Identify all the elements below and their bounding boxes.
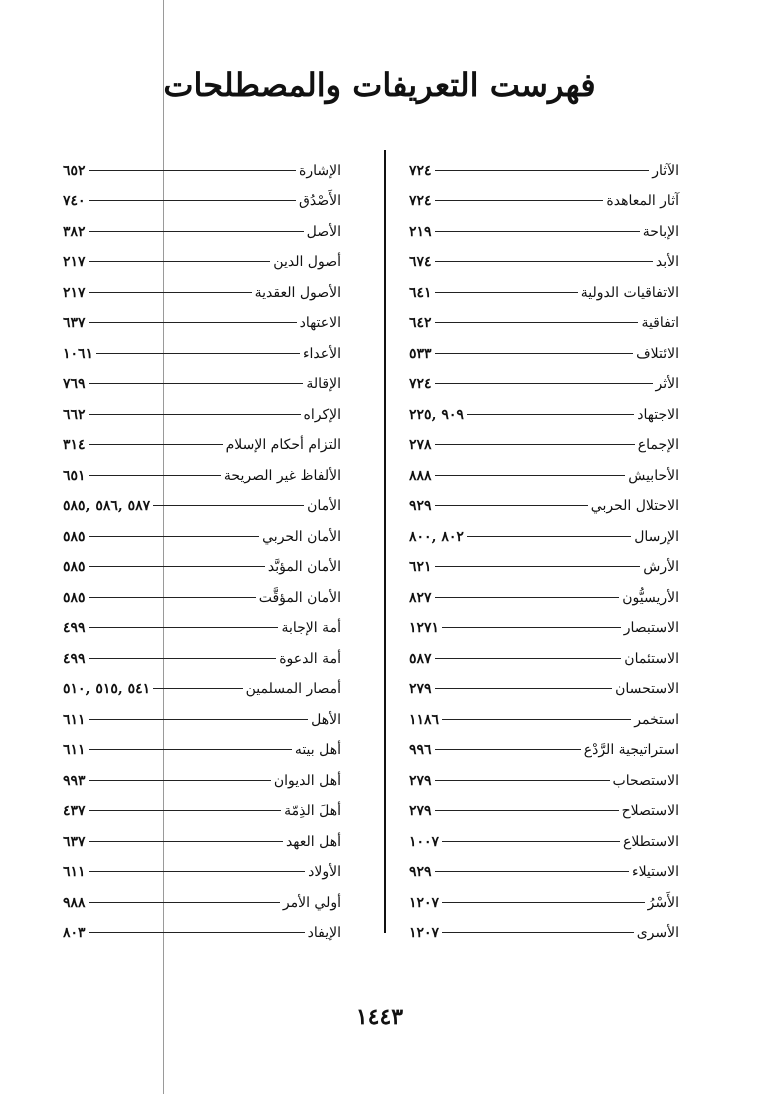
index-term: الأهل xyxy=(311,711,341,728)
index-term: الاستصحاب xyxy=(612,772,679,789)
index-term: الاستئمان xyxy=(624,650,679,667)
index-entry xyxy=(63,392,341,423)
page-references: ٧٤٠ xyxy=(63,193,86,209)
leader-line xyxy=(467,414,634,415)
column-divider xyxy=(384,150,386,933)
index-entry xyxy=(409,545,679,576)
leader-line xyxy=(89,414,301,415)
index-term: اتفاقية xyxy=(641,315,679,331)
index-term: الاتفاقيات الدولية xyxy=(580,284,679,301)
leader-line xyxy=(435,444,635,445)
page-title: فهرست التعريفات والمصطلحات xyxy=(163,66,596,104)
leader-line xyxy=(435,231,640,232)
index-term: الأمان xyxy=(307,498,341,514)
index-term: الاستطلاع xyxy=(622,833,679,850)
leader-line xyxy=(435,780,610,781)
page-references: ٤٣٧ xyxy=(63,803,86,819)
index-term: آثار المعاهدة xyxy=(606,193,679,209)
index-term: الأولاد xyxy=(308,864,341,880)
index-term: الأعداء xyxy=(302,345,341,362)
index-entry xyxy=(63,758,341,789)
index-term: أهل العهد xyxy=(285,833,341,850)
index-entry xyxy=(409,880,679,911)
index-entry xyxy=(409,728,679,759)
index-term: الاستحسان xyxy=(615,681,679,697)
page-references: ٢١٧ xyxy=(63,284,86,301)
index-term: الائتلاف xyxy=(636,345,679,362)
page-references: ٨٢٧ xyxy=(409,589,432,606)
page-references: ٢١٧ xyxy=(63,254,86,270)
leader-line xyxy=(89,749,292,750)
leader-line xyxy=(89,932,305,933)
index-entry xyxy=(63,270,341,301)
leader-line xyxy=(89,383,304,384)
page-references: ٩٢٩ xyxy=(409,864,432,880)
index-entry xyxy=(409,697,679,728)
index-column-right xyxy=(409,148,679,941)
index-entry xyxy=(409,209,679,240)
leader-line xyxy=(435,383,653,384)
index-term: الأصول العقدية xyxy=(254,284,341,301)
index-term: الآثار xyxy=(652,162,679,179)
index-term: الأمان الحربي xyxy=(262,528,341,545)
index-entry xyxy=(409,850,679,881)
index-entry xyxy=(409,453,679,484)
index-term: الاعتهاد xyxy=(299,315,341,331)
leader-line xyxy=(467,536,631,537)
page-references: ٥٤١ ,٥١٥ ,٥١٠ xyxy=(63,681,151,697)
index-entry xyxy=(409,240,679,271)
page-references: ٥٨٥ xyxy=(63,528,86,545)
index-term: استخمر xyxy=(634,711,679,728)
leader-line xyxy=(89,902,280,903)
index-entry xyxy=(63,148,341,179)
leader-line xyxy=(435,658,622,659)
index-entry xyxy=(409,392,679,423)
index-entry xyxy=(409,331,679,362)
index-entry xyxy=(63,331,341,362)
leader-line xyxy=(153,688,242,689)
page-references: ١٠٦١ xyxy=(63,345,94,362)
index-entry xyxy=(63,606,341,637)
page-references: ٤٩٩ xyxy=(63,620,86,636)
index-term: أولي الأمر xyxy=(282,894,341,911)
leader-line xyxy=(435,475,626,476)
index-term: الإباحة xyxy=(642,223,679,240)
index-entry xyxy=(409,575,679,606)
leader-line xyxy=(435,200,604,201)
page-references: ٨٨٨ xyxy=(409,467,432,484)
index-term: الأَسْرُ xyxy=(647,894,679,911)
index-entry xyxy=(63,911,341,942)
leader-line xyxy=(96,353,300,354)
index-entry xyxy=(63,453,341,484)
leader-line xyxy=(89,841,283,842)
index-term: الإشارة xyxy=(299,162,341,179)
index-term: أصول الدين xyxy=(273,254,341,270)
leader-line xyxy=(89,292,252,293)
index-term: الإيفاد xyxy=(307,925,341,941)
page-references: ١٢٠٧ xyxy=(409,925,440,941)
index-entry xyxy=(63,850,341,881)
page-references: ٦٣٧ xyxy=(63,315,86,331)
index-term: الإجماع xyxy=(637,437,679,453)
leader-line xyxy=(435,170,650,171)
page-references: ٦٣٧ xyxy=(63,833,86,850)
page-references: ١٢٠٧ xyxy=(409,894,440,911)
index-term: الاحتلال الحربي xyxy=(590,498,679,514)
index-entry xyxy=(63,880,341,911)
leader-line xyxy=(435,353,634,354)
page-references: ٦٤٢ xyxy=(409,315,432,331)
leader-line xyxy=(89,719,309,720)
leader-line xyxy=(89,475,221,476)
index-entry xyxy=(409,514,679,545)
index-term: الاستبصار xyxy=(623,620,679,636)
index-entry xyxy=(409,484,679,515)
leader-line xyxy=(442,627,621,628)
index-entry xyxy=(63,697,341,728)
index-entry xyxy=(63,240,341,271)
page-references: ١٠٠٧ xyxy=(409,833,440,850)
index-entry xyxy=(63,362,341,393)
leader-line xyxy=(435,688,613,689)
page-references: ٤٩٩ xyxy=(63,650,86,667)
leader-line xyxy=(442,719,631,720)
page-references: ٦٥٢ xyxy=(63,162,86,179)
index-term: الأريسيُّون xyxy=(622,589,679,606)
leader-line xyxy=(442,932,634,933)
index-entry xyxy=(409,667,679,698)
leader-line xyxy=(89,780,271,781)
page-references: ٥٨٥ xyxy=(63,589,86,606)
index-term: الألفاظ غير الصريحة xyxy=(223,467,341,484)
page-references: ٦١١ xyxy=(63,742,86,758)
index-entry xyxy=(409,362,679,393)
page-references: ٦١١ xyxy=(63,864,86,880)
index-term: أمة الإجابة xyxy=(281,620,341,636)
leader-line xyxy=(89,444,223,445)
page-references: ٧٢٤ xyxy=(409,193,432,209)
index-entry xyxy=(409,636,679,667)
page-references: ٦٢١ xyxy=(409,559,432,575)
page-references: ٥٨٧ xyxy=(409,650,432,667)
page-references: ١٢٧١ xyxy=(409,620,440,636)
page-references: ٦٦٢ xyxy=(63,406,86,423)
index-term: أهلَ الذِمّة xyxy=(284,803,341,819)
index-term: أهل بيته xyxy=(294,742,341,758)
page-references: ٩٩٦ xyxy=(409,742,432,758)
page-references: ٩٩٣ xyxy=(63,772,86,789)
index-entry xyxy=(63,514,341,545)
leader-line xyxy=(89,200,296,201)
page-references: ٩٢٩ xyxy=(409,498,432,514)
leader-line xyxy=(435,261,653,262)
page-references: ٢٧٩ xyxy=(409,803,432,819)
index-term: الأثر xyxy=(655,376,679,392)
leader-line xyxy=(89,658,277,659)
page-references: ٩٨٨ xyxy=(63,894,86,911)
leader-line xyxy=(435,292,578,293)
index-entry xyxy=(63,789,341,820)
leader-line xyxy=(89,627,279,628)
leader-line xyxy=(89,871,306,872)
leader-line xyxy=(153,505,304,506)
page-references: ٢٧٩ xyxy=(409,681,432,697)
leader-line xyxy=(89,810,282,811)
index-term: الأحابيش xyxy=(628,467,679,484)
index-term: أمصار المسلمين xyxy=(245,681,341,697)
page-references: ٣٨٢ xyxy=(63,223,86,240)
index-term: استراتيجية الرَّدْع xyxy=(583,742,679,758)
page-references: ٦٤١ xyxy=(409,284,432,301)
index-entry xyxy=(63,575,341,606)
index-term: الأصل xyxy=(306,223,341,240)
page-references: ٦٧٤ xyxy=(409,254,432,270)
index-term: الإرسال xyxy=(634,528,679,545)
index-term: الأمان المؤبَّد xyxy=(267,559,341,575)
leader-line xyxy=(435,749,581,750)
index-term: الإكراه xyxy=(303,406,341,423)
page-references: ٢١٩ xyxy=(409,223,432,240)
page-references: ٦٥١ xyxy=(63,467,86,484)
page-references: ٥٨٥ xyxy=(63,559,86,575)
leader-line xyxy=(89,231,304,232)
index-entry xyxy=(409,758,679,789)
page-references: ٢٧٨ xyxy=(409,437,432,453)
index-entry xyxy=(63,179,341,210)
leader-line xyxy=(435,810,619,811)
index-term: الاستصلاح xyxy=(621,803,679,819)
page-references: ٩٠٩ ,٢٢٥ xyxy=(409,406,464,423)
index-entry xyxy=(63,819,341,850)
index-entry xyxy=(409,148,679,179)
index-entry xyxy=(63,484,341,515)
index-entry xyxy=(63,423,341,454)
index-entry xyxy=(63,636,341,667)
leader-line xyxy=(89,170,296,171)
index-entry xyxy=(409,301,679,332)
index-entry xyxy=(63,209,341,240)
page-references: ٧٢٤ xyxy=(409,162,432,179)
page-references: ٧٦٩ xyxy=(63,376,86,392)
index-term: الاجتهاد xyxy=(637,406,679,423)
page-number: ١٤٤٣ xyxy=(355,1004,404,1030)
page-references: ٦١١ xyxy=(63,711,86,728)
leader-line xyxy=(435,871,629,872)
leader-line xyxy=(89,322,297,323)
index-column-left xyxy=(63,148,341,941)
page-references: ٥٨٧ ,٥٨٦ ,٥٨٥ xyxy=(63,498,151,514)
leader-line xyxy=(442,841,620,842)
leader-line xyxy=(435,505,588,506)
leader-line xyxy=(435,322,639,323)
index-term: الأرش xyxy=(643,559,679,575)
index-entry xyxy=(63,545,341,576)
index-term: أمة الدعوة xyxy=(279,650,341,667)
index-entry xyxy=(409,911,679,942)
index-term: الأبد xyxy=(655,254,679,270)
page-references: ٨٠٣ xyxy=(63,925,86,941)
leader-line xyxy=(442,902,645,903)
leader-line xyxy=(89,261,271,262)
page-references: ٣١٤ xyxy=(63,437,86,453)
index-term: الأَصْدُق xyxy=(299,193,341,209)
index-entry xyxy=(409,270,679,301)
index-entry xyxy=(409,789,679,820)
index-term: الإقالة xyxy=(306,376,341,392)
leader-line xyxy=(89,536,260,537)
leader-line xyxy=(435,566,641,567)
index-term: الأسرى xyxy=(636,925,679,941)
page-references: ٥٣٣ xyxy=(409,345,432,362)
index-term: التزام أحكام الإسلام xyxy=(225,437,341,453)
index-entry xyxy=(409,819,679,850)
leader-line xyxy=(89,597,256,598)
page-references: ١١٨٦ xyxy=(409,711,440,728)
page-references: ٢٧٩ xyxy=(409,772,432,789)
index-term: الاستيلاء xyxy=(632,864,679,880)
leader-line xyxy=(89,566,265,567)
page-references: ٨٠٢ ,٨٠٠ xyxy=(409,528,464,545)
index-entry xyxy=(409,179,679,210)
index-term: أهل الديوان xyxy=(273,772,341,789)
index-term: الأمان المؤقَّت xyxy=(258,589,341,606)
page-references: ٧٢٤ xyxy=(409,376,432,392)
leader-line xyxy=(435,597,620,598)
index-entry xyxy=(63,728,341,759)
index-entry xyxy=(63,667,341,698)
index-entry xyxy=(63,301,341,332)
index-entry xyxy=(409,423,679,454)
index-entry xyxy=(409,606,679,637)
